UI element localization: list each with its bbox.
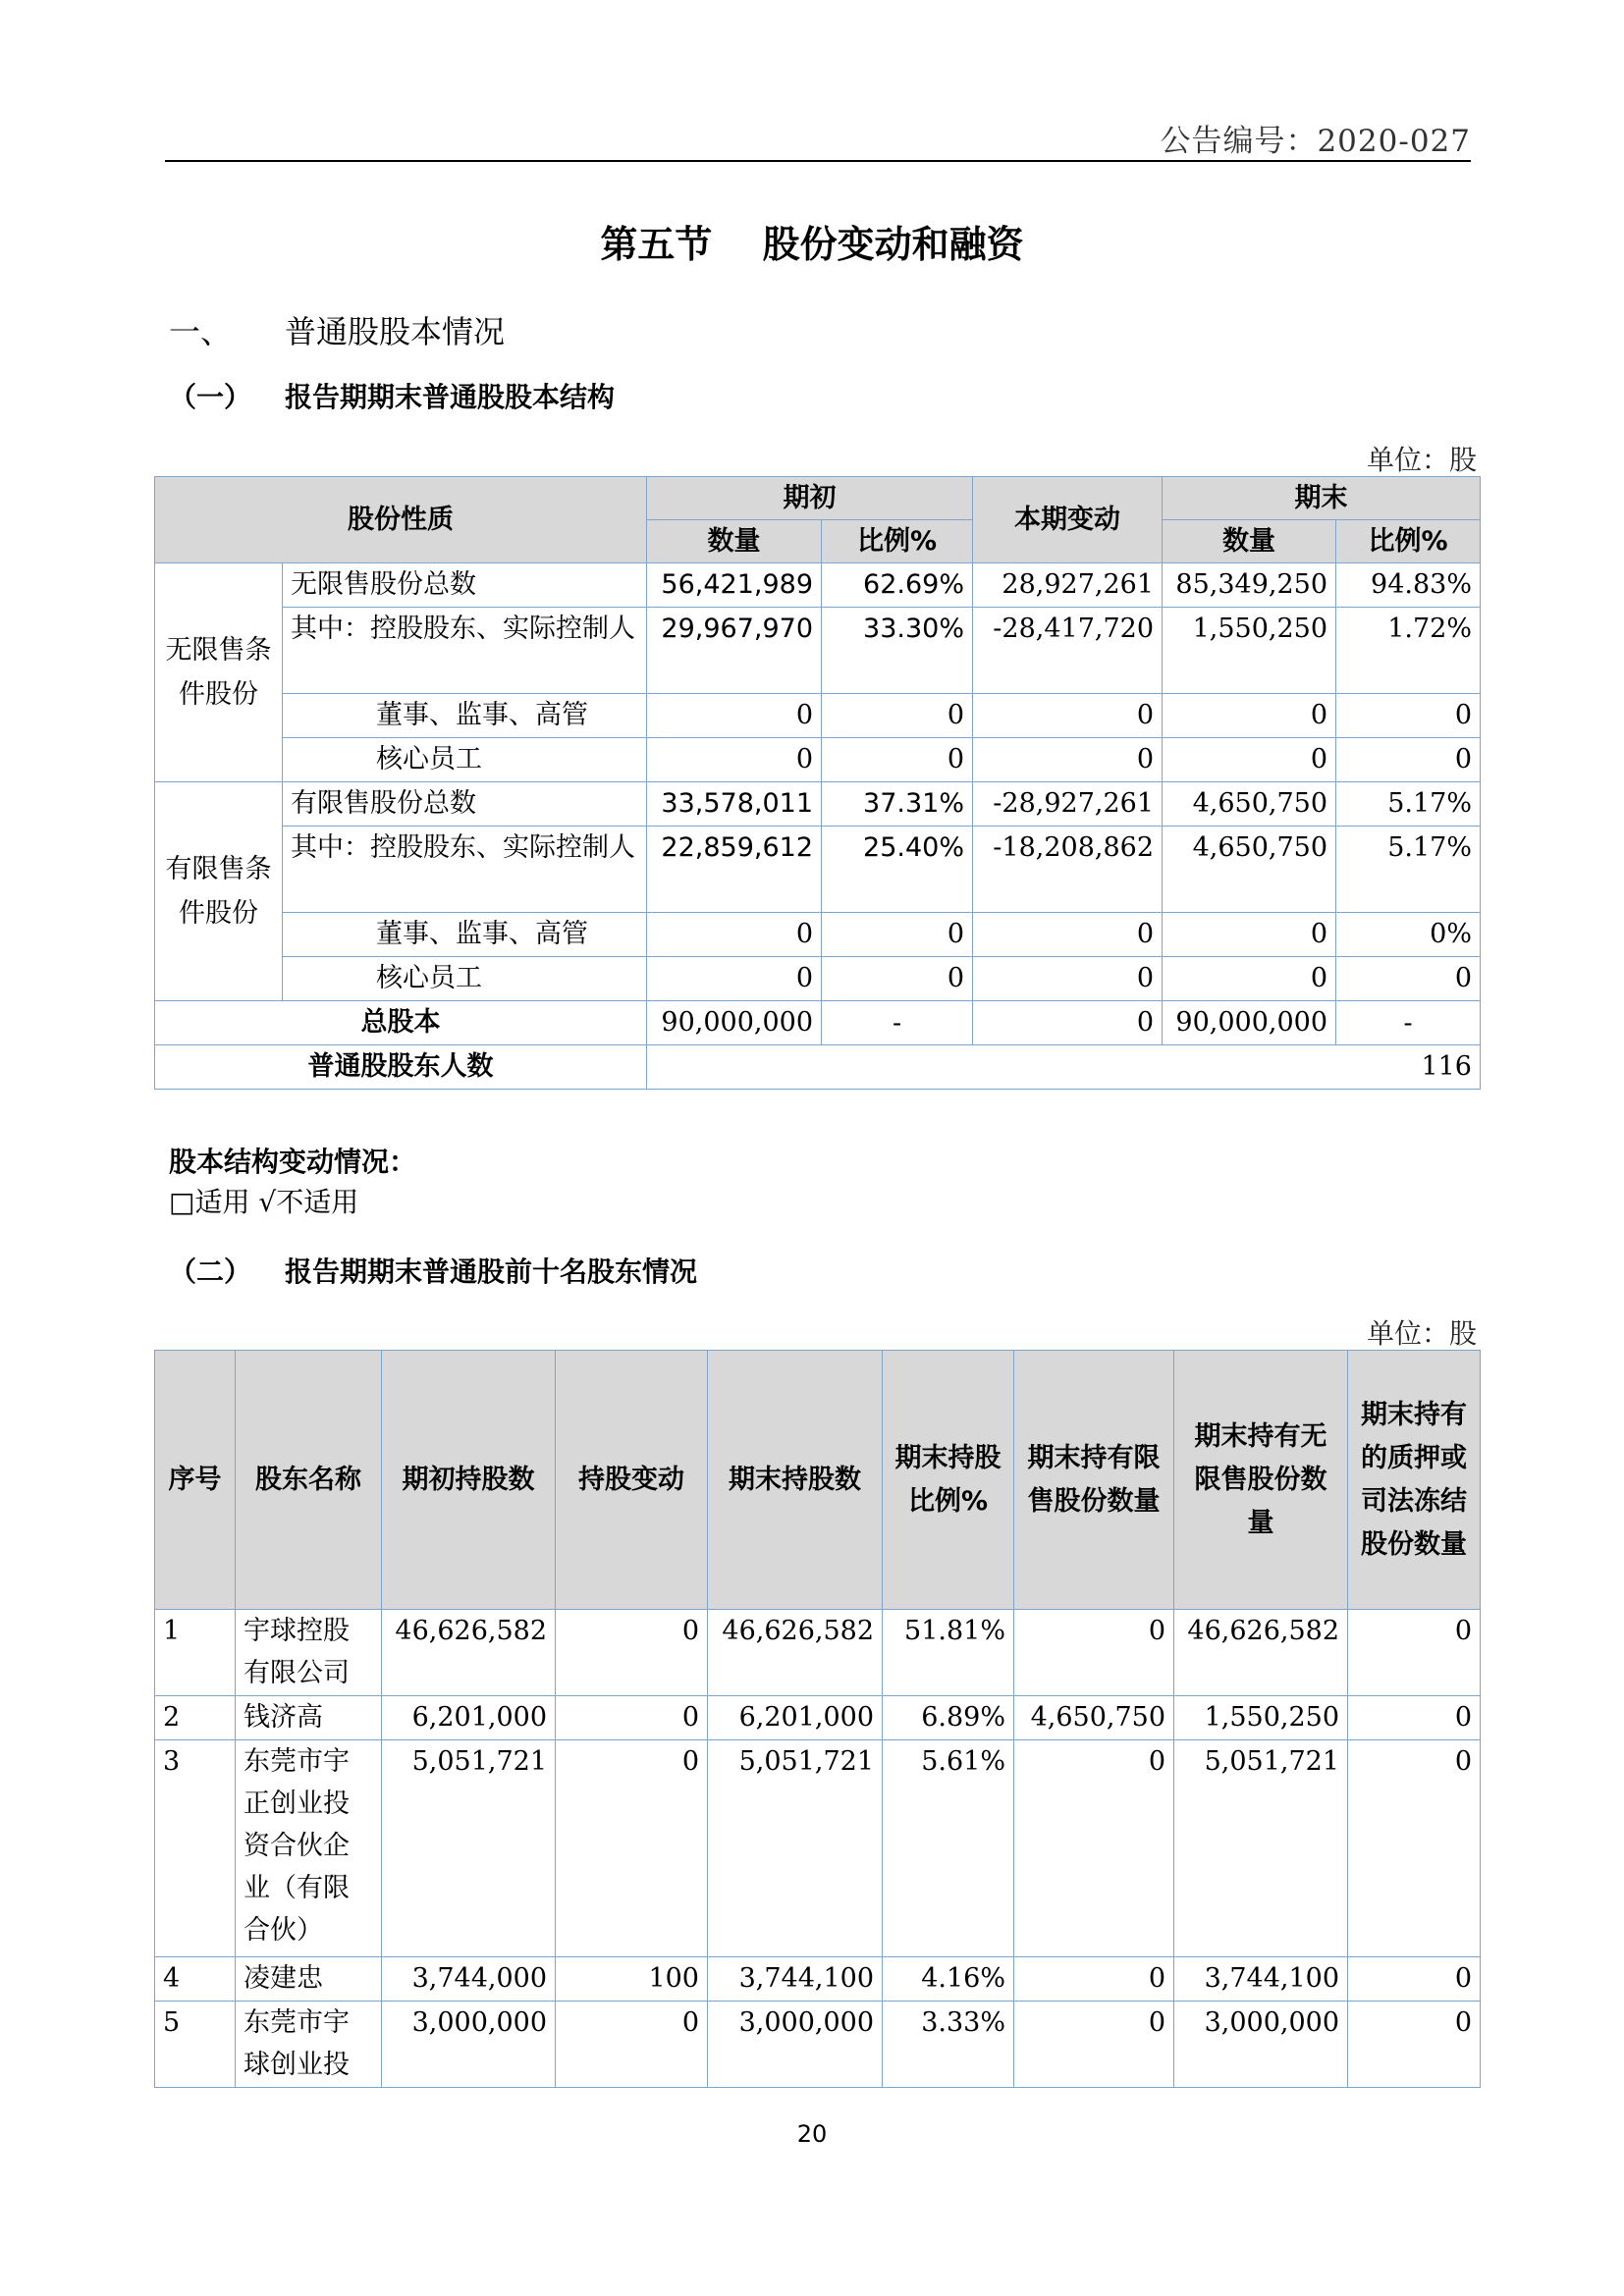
header-begin-qty: 数量 (647, 520, 822, 563)
cell-pledged: 0 (1348, 1610, 1481, 1696)
cell-unrestricted: 3,000,000 (1174, 2002, 1348, 2088)
cell-change: 0 (973, 913, 1163, 957)
th-restricted: 期末持有限售股份数量 (1014, 1351, 1174, 1610)
cell-begin-qty: 0 (647, 913, 822, 957)
cell-ratio: 51.81% (883, 1610, 1014, 1696)
cell-begin: 6,201,000 (382, 1696, 556, 1740)
cell-end-qty: 1,550,250 (1163, 608, 1336, 694)
cell-change: 28,927,261 (973, 563, 1163, 608)
unit-label-2: 单位：股 (1366, 1317, 1477, 1350)
cell-unrestricted: 1,550,250 (1174, 1696, 1348, 1740)
group-unrestricted: 无限售条件股份 (155, 563, 283, 782)
cell-end: 6,201,000 (708, 1696, 883, 1740)
cell-begin-ratio: 0 (822, 694, 973, 738)
cell-name: 宇球控股有限公司 (236, 1610, 382, 1696)
cell-ratio: 4.16% (883, 1957, 1014, 2002)
header-end: 期末 (1163, 477, 1481, 520)
total-change: 0 (973, 1001, 1163, 1045)
th-unrestricted: 期末持有无限售股份数量 (1174, 1351, 1348, 1610)
share-structure-table (154, 476, 1481, 1090)
cell-change: -28,927,261 (973, 782, 1163, 827)
cell-end-qty: 0 (1163, 738, 1336, 782)
header-end-qty: 数量 (1163, 520, 1336, 563)
cell-restricted: 0 (1014, 2002, 1174, 2088)
cell-begin-ratio: 0 (822, 913, 973, 957)
cell-change: 0 (973, 957, 1163, 1001)
total-end-ratio: - (1336, 1001, 1481, 1045)
cell-end-qty: 4,650,750 (1163, 782, 1336, 827)
cell-unrestricted: 5,051,721 (1174, 1740, 1348, 1957)
cell-end: 46,626,582 (708, 1610, 883, 1696)
heading2b-text: 报告期期末普通股前十名股东情况 (285, 1255, 698, 1288)
table-row (155, 2002, 1481, 2088)
header-begin: 期初 (647, 477, 973, 520)
th-name: 股东名称 (236, 1351, 382, 1610)
cell-change: 0 (973, 738, 1163, 782)
cell-begin: 3,744,000 (382, 1957, 556, 2002)
unit-label-1: 单位：股 (1366, 444, 1477, 476)
cell-end-ratio: 5.17% (1336, 827, 1481, 913)
table-row (155, 1740, 1481, 1957)
cell-begin-ratio: 62.69% (822, 563, 973, 608)
th-change: 持股变动 (556, 1351, 708, 1610)
table-row (155, 1610, 1481, 1696)
cell-unrestricted: 3,744,100 (1174, 1957, 1348, 2002)
cell-begin-qty: 22,859,612 (647, 827, 822, 913)
cell-change: 100 (556, 1957, 708, 2002)
total-label: 总股本 (155, 1001, 647, 1045)
table-row (155, 1957, 1481, 2002)
cell-no: 5 (155, 2002, 236, 2088)
cell-begin: 3,000,000 (382, 2002, 556, 2088)
th-ratio: 期末持股比例% (883, 1351, 1014, 1610)
change-note-options: □适用 √不适用 (169, 1186, 359, 1218)
total-begin-qty: 90,000,000 (647, 1001, 822, 1045)
cell-end-qty: 4,650,750 (1163, 827, 1336, 913)
cell-begin-qty: 0 (647, 694, 822, 738)
page-number: 20 (796, 2120, 828, 2148)
cell-begin-ratio: 33.30% (822, 608, 973, 694)
cell-end: 3,000,000 (708, 2002, 883, 2088)
group-restricted: 有限售条件股份 (155, 782, 283, 1001)
cell-begin-qty: 33,578,011 (647, 782, 822, 827)
cell-begin-ratio: 37.31% (822, 782, 973, 827)
cell-name: 东莞市宇球创业投 (236, 2002, 382, 2088)
cell-no: 1 (155, 1610, 236, 1696)
cell-end-ratio: 0% (1336, 913, 1481, 957)
header-end-ratio: 比例% (1336, 520, 1481, 563)
header-nature: 股份性质 (155, 477, 647, 563)
total-end-qty: 90,000,000 (1163, 1001, 1336, 1045)
heading1-number: 一、 (169, 313, 233, 350)
cell-restricted: 4,650,750 (1014, 1696, 1174, 1740)
cell-begin-qty: 0 (647, 957, 822, 1001)
cell-ratio: 6.89% (883, 1696, 1014, 1740)
cell-name: 钱济高 (236, 1696, 382, 1740)
cell-ratio: 3.33% (883, 2002, 1014, 2088)
row-label: 核心员工 (283, 957, 647, 1001)
heading2a-text: 报告期期末普通股股本结构 (285, 381, 616, 413)
header-begin-ratio: 比例% (822, 520, 973, 563)
cell-end-qty: 85,349,250 (1163, 563, 1336, 608)
row-label: 董事、监事、高管 (283, 694, 647, 738)
row-label: 核心员工 (283, 738, 647, 782)
row-label: 有限售股份总数 (283, 782, 647, 827)
row-label: 其中：控股股东、实际控制人 (283, 827, 647, 913)
cell-begin-qty: 0 (647, 738, 822, 782)
holders-value: 116 (647, 1045, 1481, 1090)
cell-end-ratio: 5.17% (1336, 782, 1481, 827)
cell-no: 2 (155, 1696, 236, 1740)
row-label: 无限售股份总数 (283, 563, 647, 608)
cell-end-qty: 0 (1163, 957, 1336, 1001)
cell-end-ratio: 0 (1336, 957, 1481, 1001)
cell-change: 0 (556, 1740, 708, 1957)
cell-end: 5,051,721 (708, 1740, 883, 1957)
cell-end-ratio: 94.83% (1336, 563, 1481, 608)
th-end: 期末持股数 (708, 1351, 883, 1610)
change-note-title: 股本结构变动情况： (169, 1146, 417, 1178)
cell-no: 3 (155, 1740, 236, 1957)
announcement-number: 公告编号：2020-027 (1160, 124, 1471, 159)
heading2b-number: （二） (169, 1255, 252, 1288)
cell-begin: 5,051,721 (382, 1740, 556, 1957)
cell-end-ratio: 0 (1336, 738, 1481, 782)
cell-end-qty: 0 (1163, 694, 1336, 738)
cell-begin-ratio: 0 (822, 738, 973, 782)
cell-begin-qty: 56,421,989 (647, 563, 822, 608)
cell-name: 东莞市宇正创业投资合伙企业（有限合伙） (236, 1740, 382, 1957)
heading1-text: 普通股股本情况 (285, 313, 506, 350)
header-change: 本期变动 (973, 477, 1163, 563)
section-title: 第五节 股份变动和融资 (600, 223, 1024, 266)
cell-change: 0 (973, 694, 1163, 738)
cell-end: 3,744,100 (708, 1957, 883, 2002)
cell-change: -18,208,862 (973, 827, 1163, 913)
cell-restricted: 0 (1014, 1610, 1174, 1696)
cell-change: 0 (556, 1610, 708, 1696)
cell-pledged: 0 (1348, 1740, 1481, 1957)
top-shareholders-table (154, 1350, 1481, 2088)
cell-end-ratio: 1.72% (1336, 608, 1481, 694)
cell-begin: 46,626,582 (382, 1610, 556, 1696)
cell-begin-ratio: 25.40% (822, 827, 973, 913)
th-no: 序号 (155, 1351, 236, 1610)
cell-begin-qty: 29,967,970 (647, 608, 822, 694)
table-row (155, 1696, 1481, 1740)
cell-change: -28,417,720 (973, 608, 1163, 694)
cell-restricted: 0 (1014, 1957, 1174, 2002)
cell-end-ratio: 0 (1336, 694, 1481, 738)
cell-pledged: 0 (1348, 1696, 1481, 1740)
cell-no: 4 (155, 1957, 236, 2002)
cell-pledged: 0 (1348, 2002, 1481, 2088)
cell-name: 凌建忠 (236, 1957, 382, 2002)
holders-label: 普通股股东人数 (155, 1045, 647, 1090)
cell-unrestricted: 46,626,582 (1174, 1610, 1348, 1696)
total-begin-ratio: - (822, 1001, 973, 1045)
cell-begin-ratio: 0 (822, 957, 973, 1001)
row-label: 董事、监事、高管 (283, 913, 647, 957)
cell-ratio: 5.61% (883, 1740, 1014, 1957)
th-begin: 期初持股数 (382, 1351, 556, 1610)
header-rule (165, 160, 1471, 162)
cell-pledged: 0 (1348, 1957, 1481, 2002)
th-pledged: 期末持有的质押或司法冻结股份数量 (1348, 1351, 1481, 1610)
cell-change: 0 (556, 1696, 708, 1740)
cell-end-qty: 0 (1163, 913, 1336, 957)
row-label: 其中：控股股东、实际控制人 (283, 608, 647, 694)
cell-change: 0 (556, 2002, 708, 2088)
cell-restricted: 0 (1014, 1740, 1174, 1957)
heading2a-number: （一） (169, 381, 252, 413)
